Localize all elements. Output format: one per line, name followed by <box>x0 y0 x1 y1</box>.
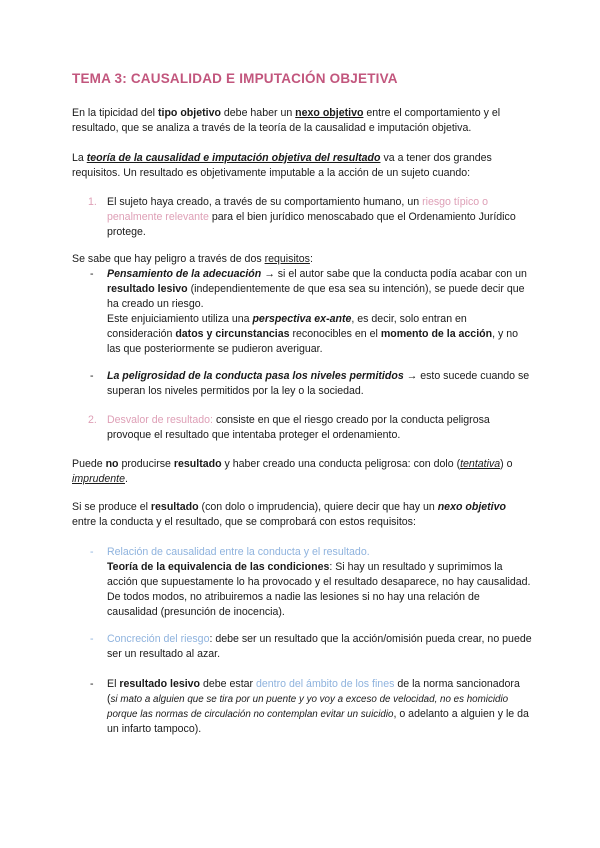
requisite-adecuacion: Pensamiento de la adecuación → si el autor sabe que la conducta podía acabar con un resultado lesivo (independientemente de que esa sea su intención), se puede decir que ha creado un riesgo. Este enjuiciamiento utiliza una perspectiva ex-ante, es decir, solo entran en consideración datos y circunstancias reconocibles en el momento de la acción, y no las que posteriormente se pudieron averiguar. <box>107 268 527 355</box>
page-title: TEMA 3: CAUSALIDAD E IMPUTACIÓN OBJETIVA <box>72 71 398 86</box>
requisite-peligrosidad: La peligrosidad de la conducta pasa los niveles permitidos → esto sucede cuando se superan los niveles permitidos por la ley o la sociedad. <box>107 370 530 397</box>
bullet-dash: - <box>90 546 94 558</box>
paragraph-no-resultado: Puede no producirse resultado y haber creado una conducta peligrosa: con dolo (tentativa) o imprudente. <box>72 458 513 485</box>
list-number-2: 2. <box>88 414 97 426</box>
paragraph-resultado: Si se produce el resultado (con dolo o imprudencia), quiere decir que hay un nexo objetivo entre la conducta y el resultado, que se comprobará con estos requisitos: <box>72 501 506 528</box>
bullet-dash: - <box>90 633 94 645</box>
list-item-2: Desvalor de resultado: consiste en que el riesgo creado por la conducta peligrosa provoque el resultado que intentaba proteger el ordenamiento. <box>107 414 490 441</box>
list-number-1: 1. <box>88 196 97 208</box>
requisite-fines-norma: El resultado lesivo debe estar dentro del ámbito de los fines de la norma sancionadora (si mato a alguien que se tira por un puente y yo voy a exceso de velocidad, no es homicidio porque las normas de circulación no contemplan evitar un suicidio, o adelanto a alguien y le da un infarto tampoco). <box>107 678 529 735</box>
paragraph-theory: La teoría de la causalidad e imputación objetiva del resultado va a tener dos grandes requisitos. Un resultado es objetivamente imputable a la acción de un sujeto cuando: <box>72 152 492 179</box>
bullet-dash: - <box>90 268 94 280</box>
list-item-1: El sujeto haya creado, a través de su comportamiento humano, un riesgo típico o penalmente relevante para el bien jurídico menoscabado que el Ordenamiento Jurídico protege. <box>107 196 516 238</box>
bullet-dash: - <box>90 678 94 690</box>
requisite-concrecion: Concreción del riesgo: debe ser un resultado que la acción/omisión pueda crear, no puede ser un resultado al azar. <box>107 633 532 660</box>
paragraph-intro: En la tipicidad del tipo objetivo debe haber un nexo objetivo entre el comportamiento y el resultado, que se analiza a través de la teoría de la causalidad e imputación objetiva. <box>72 107 501 134</box>
bullet-dash: - <box>90 370 94 382</box>
requisite-causalidad: Relación de causalidad entre la conducta y el resultado. Teoría de la equivalencia de las condiciones: Si hay un resultado y suprimimos la acción que supuestamente lo ha provocado y el resultado desaparece, no hay causalidad. De todos modos, no atribuiremos a nadie las lesiones si no hay una relación de causalidad (presunción de inocencia). <box>107 546 531 618</box>
paragraph-requisitos: Se sabe que hay peligro a través de dos requisitos: <box>72 253 313 265</box>
